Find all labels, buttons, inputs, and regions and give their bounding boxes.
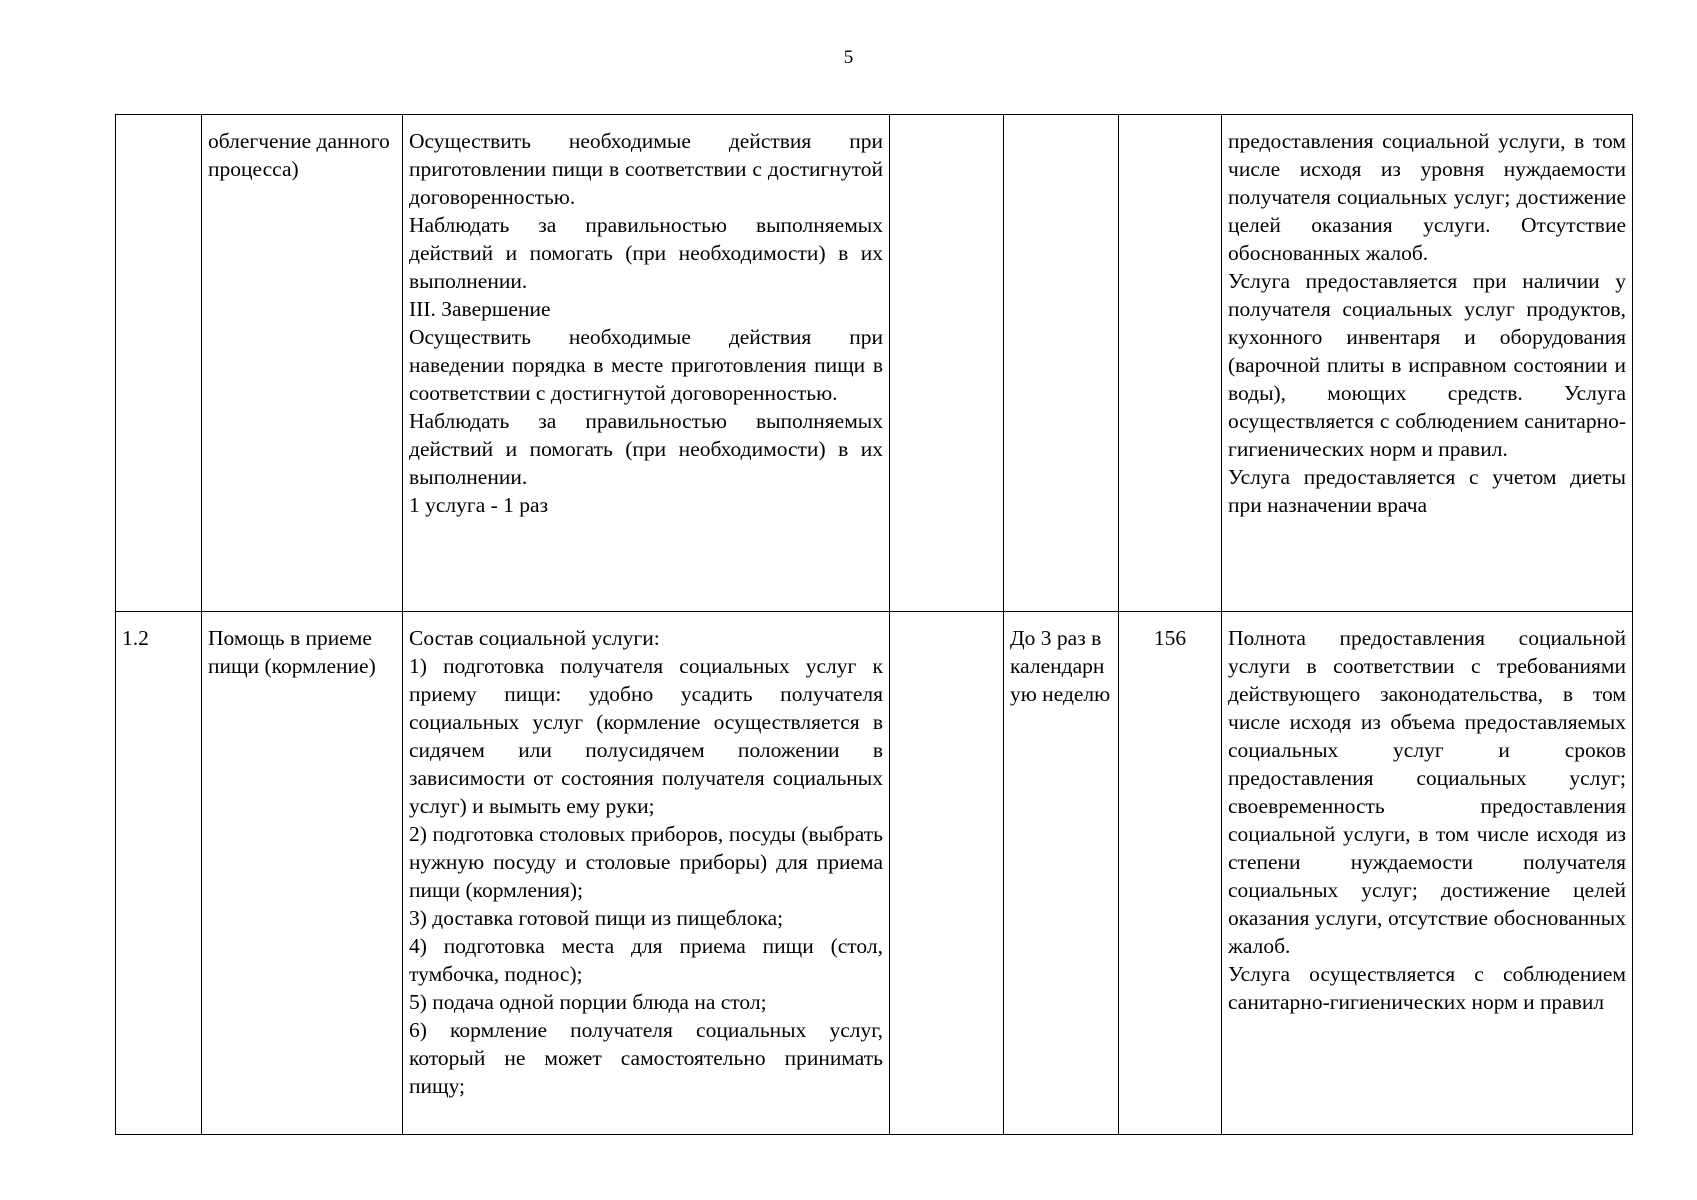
table-row [116,115,1633,612]
quality-cell [1222,612,1633,1135]
service-name-cell: облегчение данного процесса) [202,115,403,612]
amount-cell: 156 [1119,612,1222,1135]
quality-line: предоставления социальной услуги, в том числе исходя из уровня нуждаемости получателя социальных услуг; достижение целей оказания услуги. Отсутствие обоснованных жалоб. [1228,129,1626,265]
content-line: 6) кормление получателя социальных услуг, который не может самостоятельно принимать пищу; [409,1018,883,1098]
quality-line: Услуга предоставляется при наличии у получателя социальных услуг продуктов, кухонного инвентаря и оборудования (варочной плиты в исправном состоянии и воды), моющих средств. Услуга осуществляется с соблюдением санитарно-гигиенических норм и правил. [1228,269,1626,461]
content-line: 5) подача одной порции блюда на стол; [409,990,767,1014]
content-line: Состав социальной услуги: [409,626,660,650]
row-number-cell [116,115,202,612]
content-line: 2) подготовка столовых приборов, посуды (выбрать нужную посуду и столовые приборы) для приема пищи (кормления); [409,822,883,902]
content-line: Осуществить необходимые действия при приготовлении пищи в соответствии с достигнутой договоренностью. [409,129,883,209]
quality-line: Услуга осуществляется с соблюдением санитарно-гигиенических норм и правил [1228,962,1626,1014]
amount-cell [1119,115,1222,612]
service-content-cell [403,612,890,1135]
table-row [116,612,1633,1135]
content-line: Осуществить необходимые действия при наведении порядка в месте приготовления пищи в соответствии с достигнутой договоренностью. [409,325,883,405]
service-name-cell: Помощь в приеме пищи (кормление) [202,612,403,1135]
frequency-cell [1004,115,1119,612]
services-table [115,114,1633,1135]
content-line: III. Завершение [409,297,551,321]
content-line: 1) подготовка получателя социальных услуг к приему пищи: удобно усадить получателя социальных услуг (кормление осуществляется в сидячем или полусидячем положении в зависимости от состояния получателя социальных услуг) и вымыть ему руки; [409,654,883,818]
content-line: 4) подготовка места для приема пищи (стол, тумбочка, поднос); [409,934,883,986]
content-line: 1 услуга - 1 раз [409,493,549,517]
empty-cell [890,612,1004,1135]
quality-line: Услуга предоставляется с учетом диеты при назначении врача [1228,465,1626,517]
empty-cell [890,115,1004,612]
quality-line: Полнота предоставления социальной услуги в соответствии с требованиями действующего законодательства, в том числе исходя из объема предоставляемых социальных услуг и сроков предоставления социальных услуг; своевременность предоставления социальной услуги, в том числе исходя из степени нуждаемости получателя социальных услуг; достижение целей оказания услуги, отсутствие обоснованных жалоб. [1228,626,1626,958]
content-line: Наблюдать за правильностью выполняемых действий и помогать (при необходимости) в их выполнении. [409,409,883,489]
row-number-cell: 1.2 [116,612,202,1135]
content-line: 3) доставка готовой пищи из пищеблока; [409,906,784,930]
page-number: 5 [843,47,854,68]
quality-cell [1222,115,1633,612]
content-line: Наблюдать за правильностью выполняемых действий и помогать (при необходимости) в их выполнении. [409,213,883,293]
frequency-cell: До 3 раз в календарную неделю [1004,612,1119,1135]
service-content-cell [403,115,890,612]
